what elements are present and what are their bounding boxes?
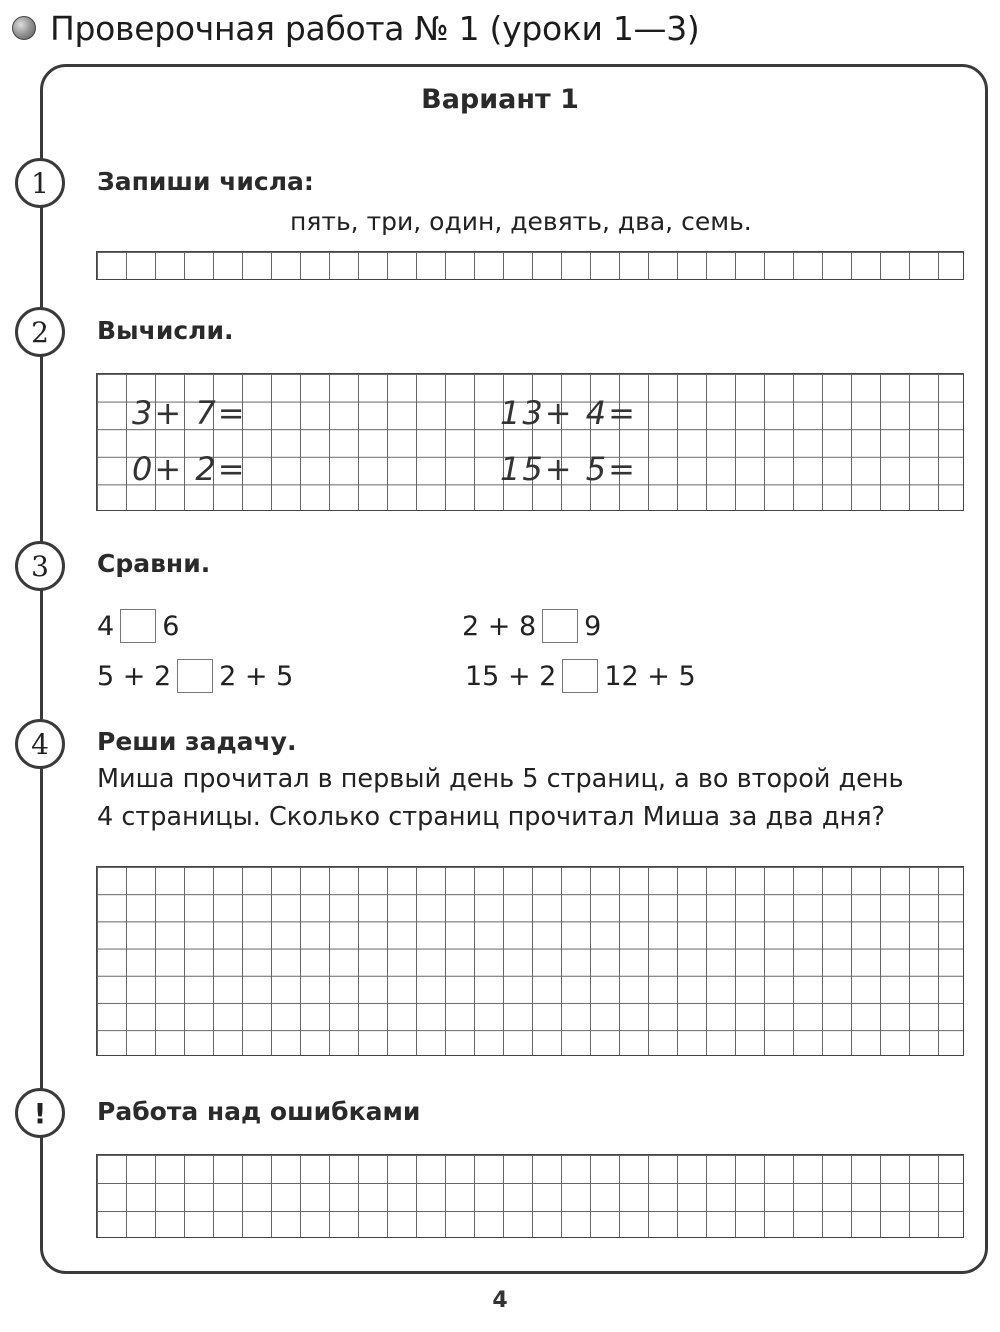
compare-item-3 bbox=[97, 659, 293, 693]
task2-heading: Вычисли. bbox=[97, 316, 234, 345]
task1-heading: Запиши числа: bbox=[97, 167, 314, 196]
task4-heading: Реши задачу. bbox=[97, 727, 297, 756]
page-number: 4 bbox=[492, 1288, 508, 1313]
compare-item-4 bbox=[465, 659, 696, 693]
exclamation-icon: ! bbox=[15, 1088, 65, 1138]
answer-grid-4[interactable] bbox=[96, 866, 964, 1056]
compare-right: 12 + 5 bbox=[604, 660, 696, 692]
compare-right: 2 + 5 bbox=[219, 660, 294, 692]
compare-left: 4 bbox=[97, 610, 115, 642]
compare-box[interactable] bbox=[120, 609, 156, 643]
task-number-4: 4 bbox=[15, 719, 65, 769]
expression-2: 13+ 4= bbox=[500, 394, 637, 432]
compare-left: 15 + 2 bbox=[465, 660, 557, 692]
compare-box[interactable] bbox=[562, 659, 598, 693]
title-row bbox=[12, 6, 700, 50]
task3-heading: Сравни. bbox=[97, 549, 211, 578]
task-number-2: 2 bbox=[15, 307, 65, 357]
compare-right: 6 bbox=[162, 610, 180, 642]
answer-grid-errors[interactable] bbox=[96, 1154, 964, 1238]
compare-item-1 bbox=[97, 609, 179, 643]
problem-line-2: 4 страницы. Сколько страниц прочитал Миша за два дня? bbox=[97, 802, 886, 832]
compare-left: 2 + 8 bbox=[462, 610, 537, 642]
task1-words: пять, три, один, девять, два, семь. bbox=[290, 207, 752, 236]
task-number-3: 3 bbox=[15, 541, 65, 591]
task-number-1: 1 bbox=[15, 158, 65, 208]
compare-box[interactable] bbox=[177, 659, 213, 693]
compare-right: 9 bbox=[584, 610, 602, 642]
expression-1: 3+ 7= bbox=[132, 394, 247, 432]
problem-line-1: Миша прочитал в первый день 5 страниц, а во второй день bbox=[97, 764, 904, 794]
page-title: Проверочная работа № 1 (уроки 1—3) bbox=[50, 8, 700, 48]
compare-item-2 bbox=[462, 609, 601, 643]
answer-grid-1[interactable] bbox=[96, 251, 964, 280]
compare-left: 5 + 2 bbox=[97, 660, 172, 692]
expression-3: 0+ 2= bbox=[132, 450, 247, 488]
compare-box[interactable] bbox=[542, 609, 578, 643]
expression-4: 15+ 5= bbox=[500, 450, 637, 488]
bullet-icon bbox=[12, 16, 36, 40]
errors-heading: Работа над ошибками bbox=[97, 1097, 421, 1126]
variant-title: Вариант 1 bbox=[421, 84, 579, 115]
